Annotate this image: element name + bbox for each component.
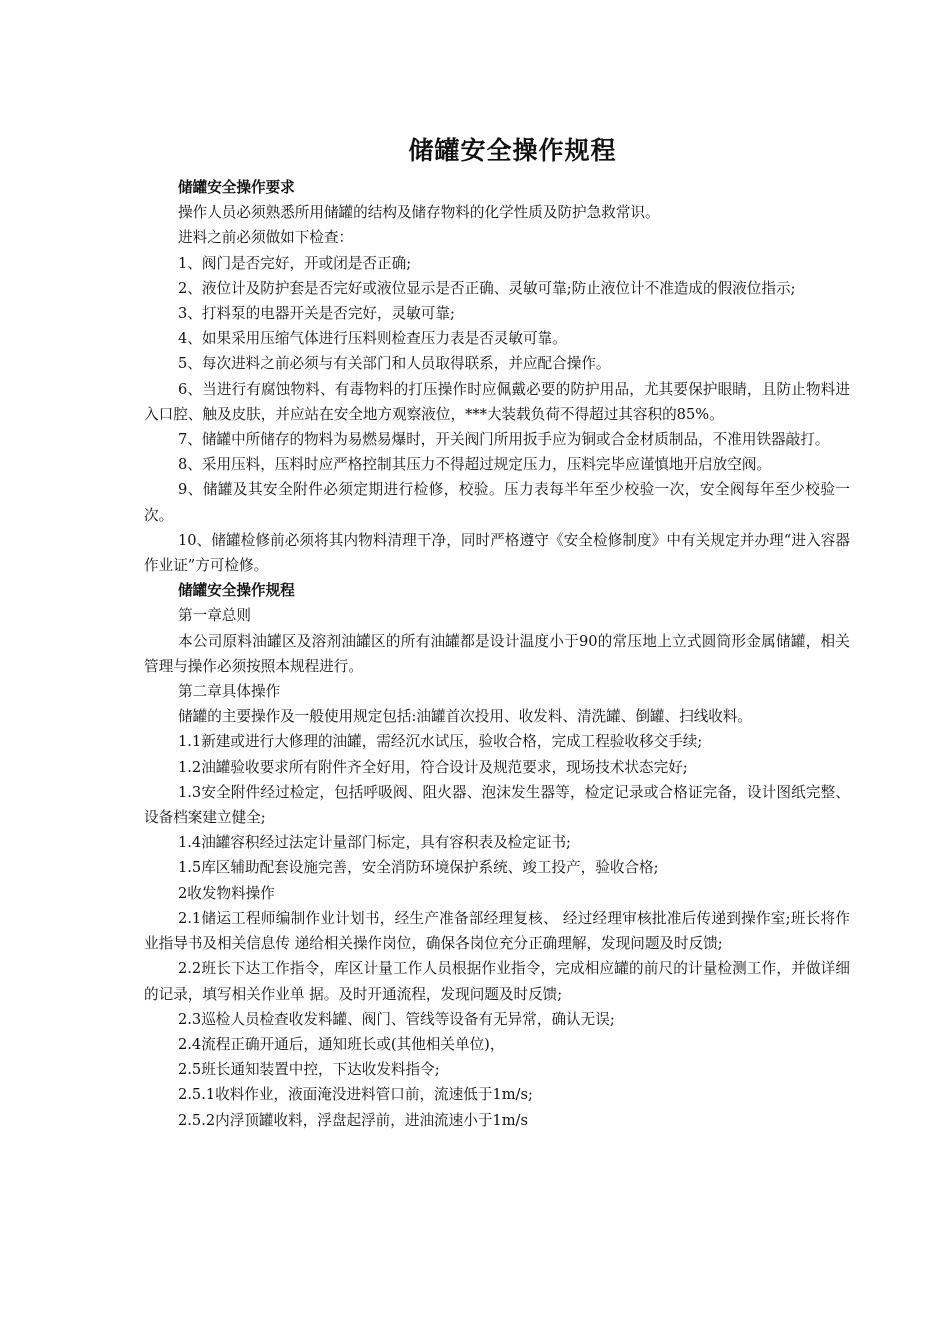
document-title: 储罐安全操作规程 — [408, 136, 617, 165]
paragraph: 2.2班长下达工作指令，库区计量工作人员根据作业指令，完成相应罐的前尺的计量检测工作，并做详细的记录，填写相关作业单 据。及时开通流程，发现问题及时反馈; — [144, 960, 850, 1003]
paragraph: 进料之前必须做如下检查： — [178, 229, 354, 247]
section-heading: 储罐安全操作要求 — [178, 179, 295, 196]
paragraph: 2.5班长通知装置中控，下达收发料指令; — [178, 1061, 440, 1079]
paragraph: 4、如果采用压缩气体进行压料则检查压力表是否灵敏可靠。 — [178, 330, 567, 348]
paragraph: 第一章总则 — [178, 607, 251, 625]
paragraph: 3、打料泵的电器开关是否完好，灵敏可靠; — [178, 305, 455, 323]
paragraph: 2.3巡检人员检查收发料罐、阀门、管线等设备有无异常，确认无误; — [178, 1010, 615, 1028]
paragraph: 2收发物料操作 — [178, 884, 275, 902]
paragraph: 2.5.1收料作业，液面淹没进料管口前，流速低于1m/s; — [178, 1086, 533, 1104]
paragraph: 5、每次进料之前必须与有关部门和人员取得联系，并应配合操作。 — [178, 355, 611, 373]
paragraph: 1.2油罐验收要求所有附件齐全好用，符合设计及规范要求，现场技术状态完好; — [178, 758, 688, 776]
paragraph: 操作人员必须熟悉所用储罐的结构及储存物料的化学性质及防护急救常识。 — [178, 204, 660, 222]
paragraph: 2.1储运工程师编制作业计划书，经生产准备部经理复核、 经过经理审核批准后传递到操作室;班长将作业指导书及相关信息传 递给相关操作岗位，确保各岗位充分正确理解，发现问题及时反馈; — [144, 909, 850, 953]
paragraph: 2、液位计及防护套是否完好或液位显示是否正确、灵敏可靠;防止液位计不准造成的假液位指示; — [178, 279, 796, 297]
paragraph: 8、采用压料，压料时应严格控制其压力不得超过规定压力，压料完毕应谨慎地开启放空阀。 — [178, 456, 772, 474]
document-body — [144, 175, 850, 1133]
paragraph: 储罐的主要操作及一般使用规定包括:油罐首次投用、收发料、清洗罐、倒罐、扫线收料。 — [178, 708, 753, 726]
paragraph: 1.1新建或进行大修理的油罐，需经沉水试压，验收合格，完成工程验收移交手续; — [178, 733, 703, 751]
paragraph: 1.5库区辅助配套设施完善，安全消防环境保护系统、竣工投产，验收合格; — [178, 859, 659, 877]
paragraph: 1、阀门是否完好，开或闭是否正确; — [178, 254, 412, 272]
paragraph: 2.5.2内浮顶罐收料，浮盘起浮前，进油流速小于1m/s — [178, 1111, 528, 1129]
paragraph: 1.3安全附件经过检定，包括呼吸阀、阻火器、泡沫发生器等，检定记录或合格证完备，设计图纸完整、设备档案建立健全; — [144, 783, 850, 827]
paragraph: 1.4油罐容积经过法定计量部门标定，具有容积表及检定证书; — [178, 834, 571, 852]
paragraph: 9、储罐及其安全附件必须定期进行检修，校验。压力表每半年至少校验一次，安全阀每年至少校验一次。 — [144, 481, 850, 524]
paragraph: 本公司原料油罐区及溶剂油罐区的所有油罐都是设计温度小于90的常压地上立式圆筒形金属储罐，相关管理与操作必须按照本规程进行。 — [144, 632, 850, 675]
paragraph: 10、储罐检修前必须将其内物料清理干净，同时严格遵守《安全检修制度》中有关规定并办理“进入容器作业证”方可检修。 — [144, 531, 850, 575]
paragraph: 7、储罐中所储存的物料为易燃易爆时，开关阀门所用扳手应为铜或合金材质制品，不准用铁器敲打。 — [178, 431, 830, 449]
paragraph: 2.4流程正确开通后，通知班长或(其他相关单位)， — [178, 1035, 505, 1053]
paragraph: 第二章具体操作 — [178, 683, 281, 701]
paragraph: 6、当进行有腐蚀物料、有毒物料的打压操作时应佩戴必要的防护用品，尤其要保护眼睛，且防止物料进入口腔、触及皮肤，并应站在安全地方观察液位，***大装载负荷不得超过其容积的85%。 — [144, 380, 850, 423]
section-heading: 储罐安全操作规程 — [178, 582, 295, 600]
